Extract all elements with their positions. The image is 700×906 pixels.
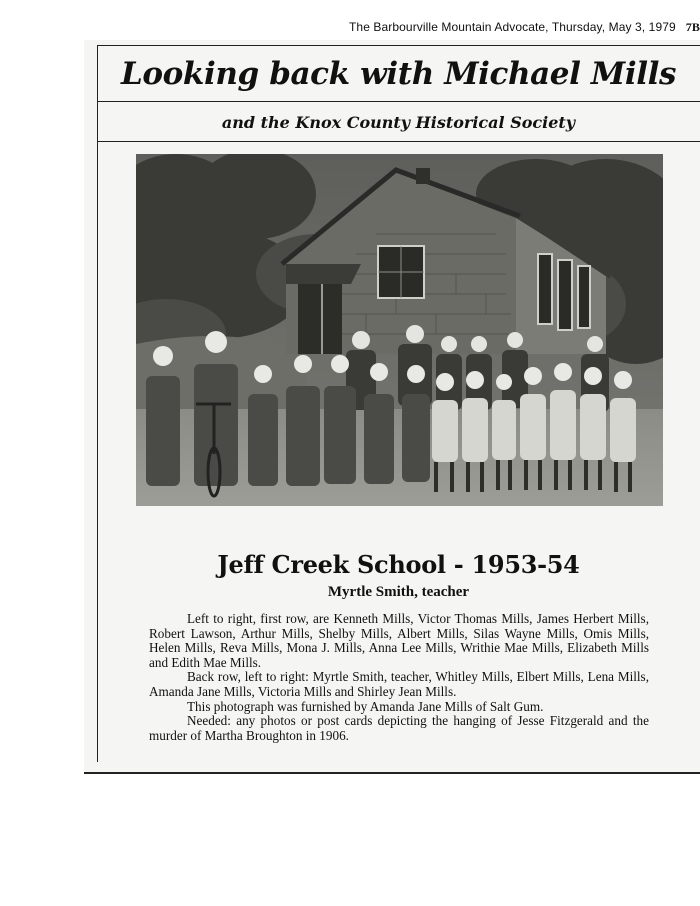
article-body [149,612,649,743]
page-number: 7B [685,20,700,34]
school-photo [136,154,663,506]
column-subtitle: and the Knox County Historical Society [221,113,576,132]
caption-back-row: Back row, left to right: Myrtle Smith, teacher, Whitley Mills, Elbert Mills, Lena Mills, Amanda Jane Mills, Victoria Mills and Shirley Jean Mills. [149,669,649,699]
article-headline: Jeff Creek School - 1953-54 [217,550,580,579]
caption-request: Needed: any photos or post cards depicting the hanging of Jesse Fitzgerald and the murder of Martha Broughton in 1906. [149,713,649,743]
article-byline: Myrtle Smith, teacher [327,584,470,600]
column-title: Looking back with Michael Mills [120,56,676,92]
masthead-line [349,20,700,35]
caption-credit: This photograph was furnished by Amanda Jane Mills of Salt Gum. [187,698,544,714]
school-photo-image [136,154,663,506]
caption-first-row: Left to right, first row, are Kenneth Mills, Victor Thomas Mills, James Herbert Mills, Robert Lawson, Arthur Mills, Shelby Mills, Albert Mills, Silas Wayne Mills, Omis Mills, Helen Mills, Reva Mills, Mona J. Mills, Anna Lee Mills, Writhie Mae Mills, Elizabeth Mills and Edith Mae Mills. [149,611,649,670]
subtitle-divider [97,141,700,142]
title-divider [97,101,700,102]
publication-dateline: The Barbourville Mountain Advocate, Thursday, May 3, 1979 [349,20,676,34]
